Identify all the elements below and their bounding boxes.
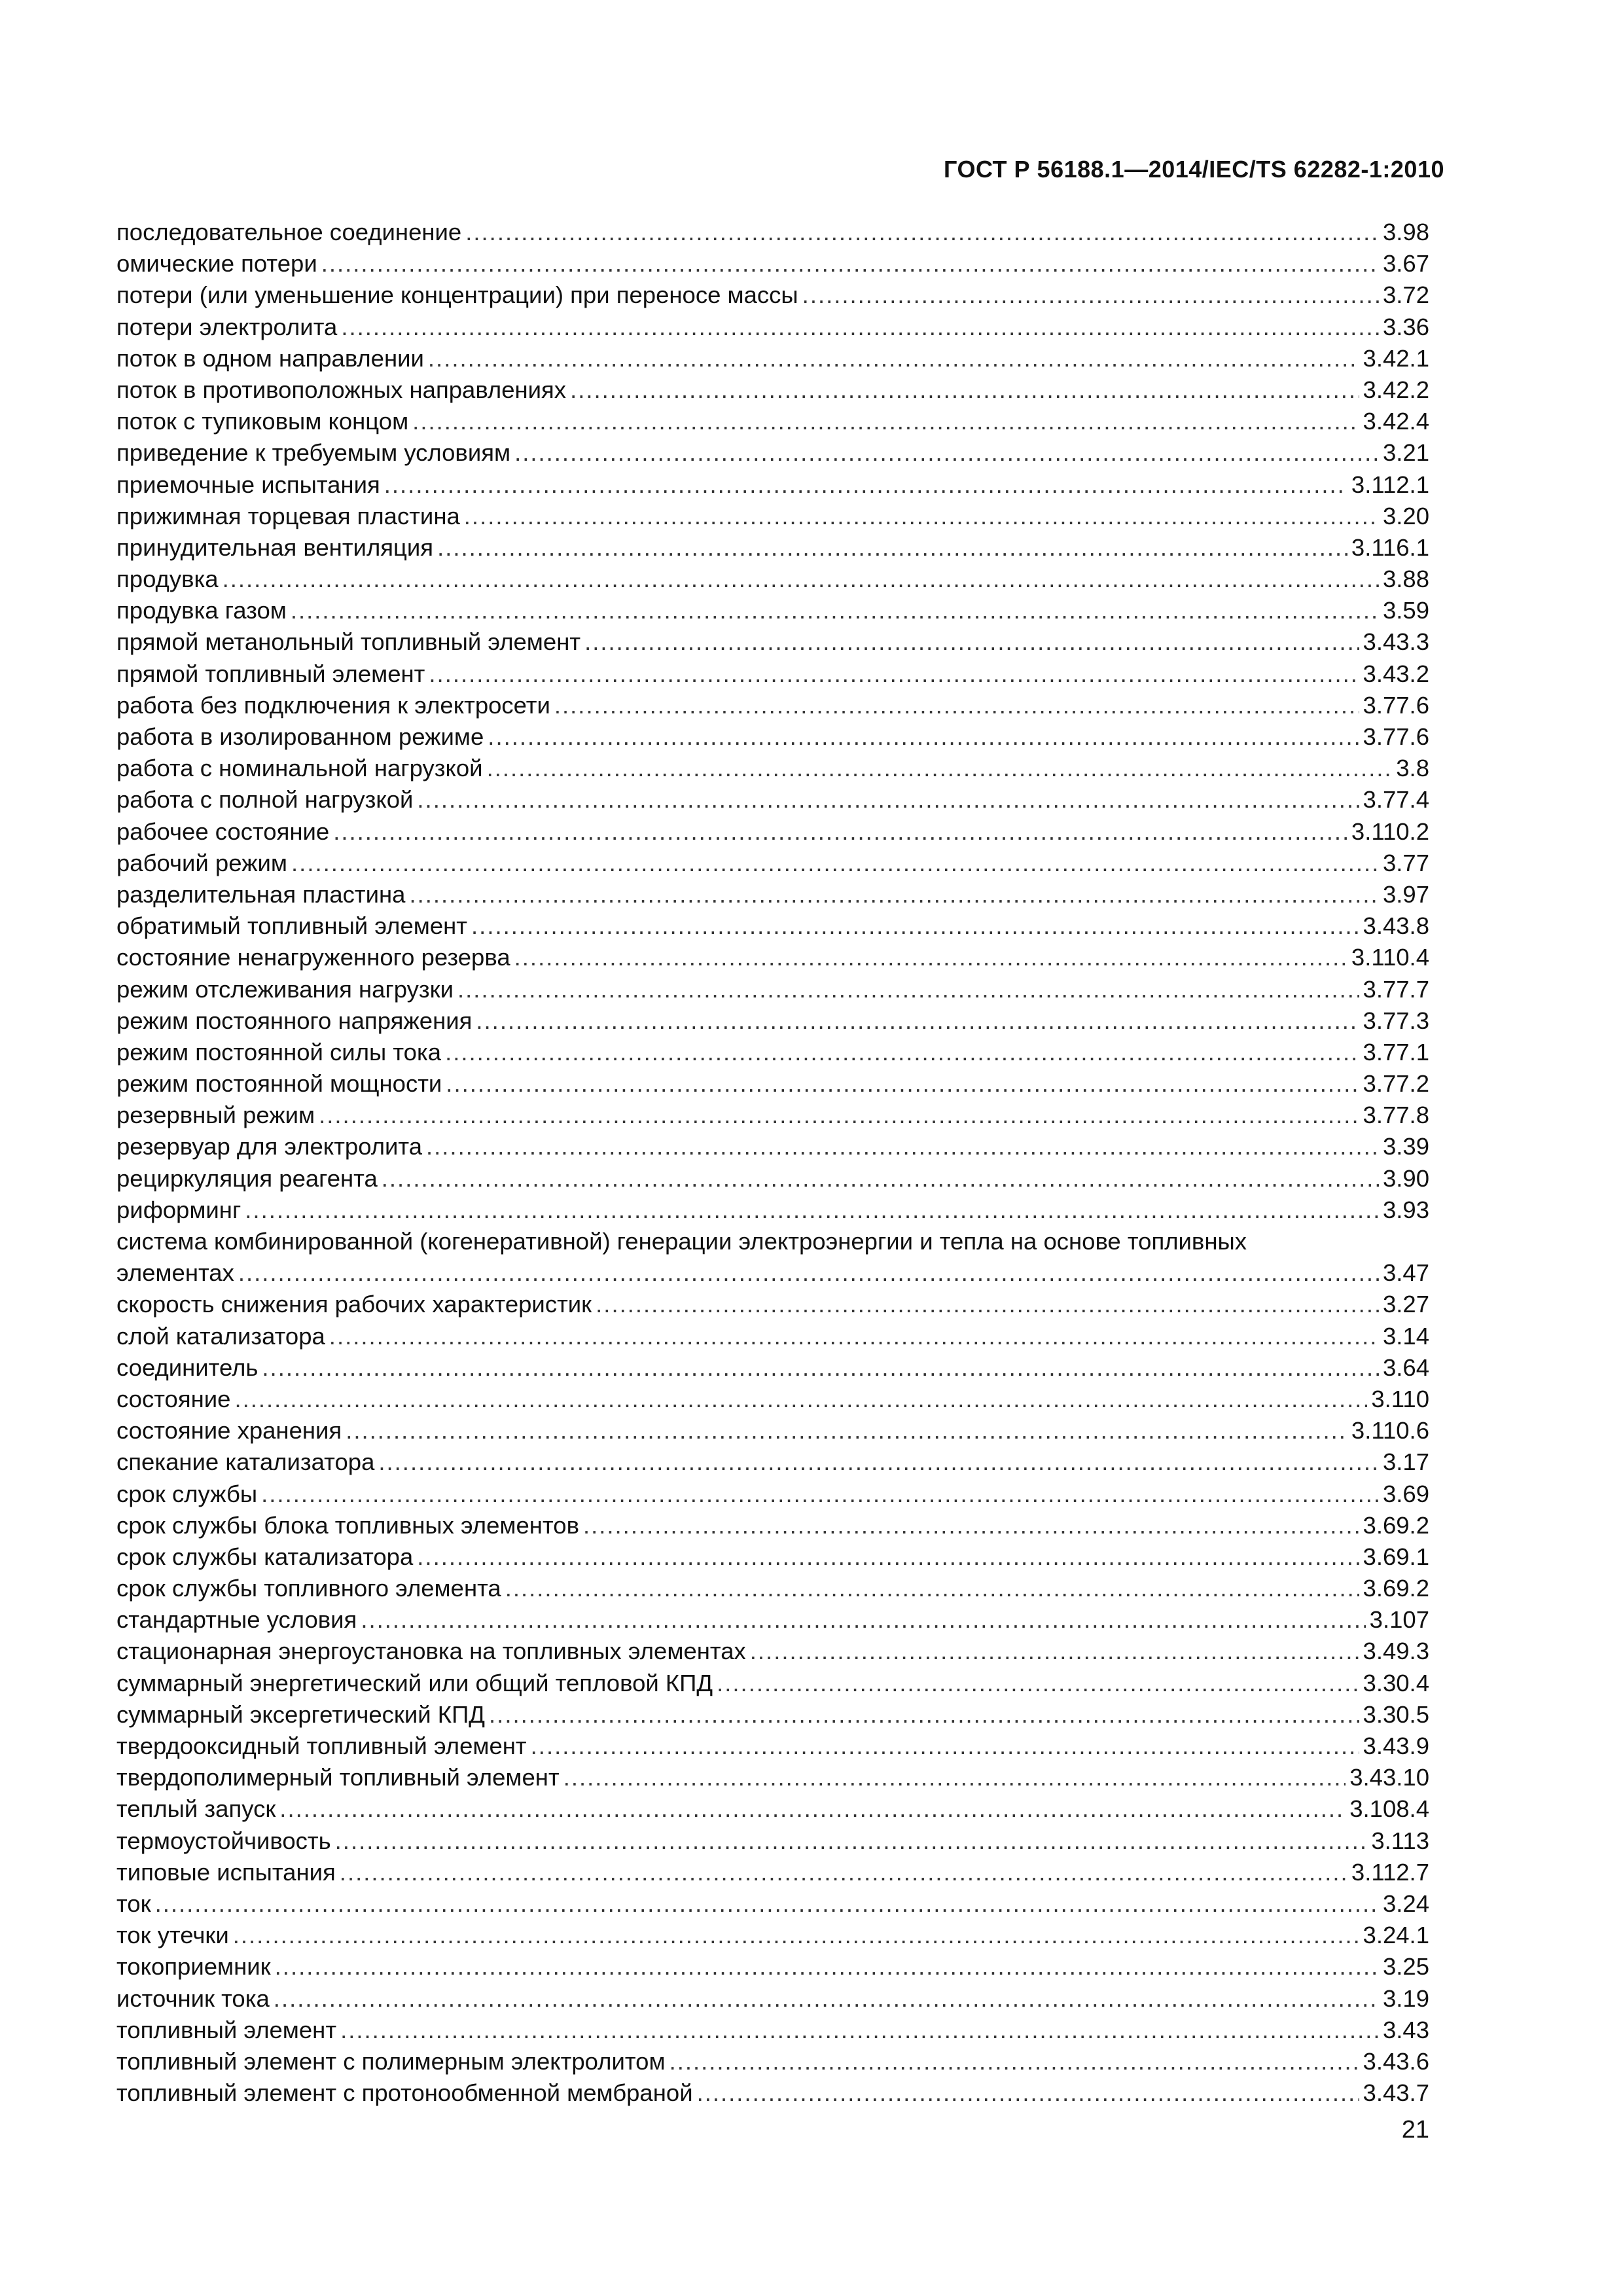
index-entry: [116, 2077, 1429, 2109]
index-entry: [116, 690, 1429, 721]
index-entry: [116, 437, 1429, 469]
index-reference: 3.64: [1382, 1354, 1429, 1381]
dot-leader: [514, 437, 1379, 469]
index-reference: 3.67: [1382, 250, 1429, 278]
index-entry: [116, 753, 1429, 784]
index-entry: [116, 1793, 1429, 1825]
index-reference: 3.43.8: [1363, 912, 1429, 940]
index-term: поток с тупиковым концом: [116, 408, 409, 435]
index-entry: [116, 248, 1429, 279]
index-entry: [116, 1100, 1429, 1131]
index-entry: [116, 942, 1429, 973]
index-term: потери электролита: [116, 313, 338, 340]
index-entry: [116, 1636, 1429, 1667]
index-reference: 3.21: [1382, 439, 1429, 467]
index-reference: 3.88: [1382, 565, 1429, 593]
index-term: поток в одном направлении: [116, 344, 424, 372]
index-term: ток утечки: [116, 1922, 229, 1949]
index-reference: 3.110.6: [1351, 1417, 1429, 1444]
index-term: суммарный эксергетический КПД: [116, 1700, 486, 1728]
index-entry: [116, 469, 1429, 501]
index-entry: [116, 1699, 1429, 1731]
dot-leader: [476, 1005, 1359, 1037]
index-term: срок службы блока топливных элементов: [116, 1511, 579, 1539]
index-entry: [116, 343, 1429, 374]
index-entry: [116, 595, 1429, 626]
index-entry: [116, 1510, 1429, 1541]
dot-leader: [429, 658, 1359, 690]
index-entry: [116, 1352, 1429, 1384]
index-reference: 3.43: [1382, 2016, 1429, 2043]
dot-leader: [233, 1920, 1359, 1951]
dot-leader: [245, 1194, 1379, 1226]
dot-leader: [446, 1068, 1359, 1100]
dot-leader: [321, 248, 1379, 279]
index-term: стационарная энергоустановка на топливных элементах: [116, 1638, 746, 1665]
index-reference: 3.77.1: [1363, 1038, 1429, 1066]
index-term: теплый запуск: [116, 1795, 276, 1823]
index-entry: [116, 1983, 1429, 2015]
index-reference: 3.77.2: [1363, 1070, 1429, 1098]
index-term: приемочные испытания: [116, 471, 380, 498]
index-entry: [116, 1226, 1429, 1289]
index-reference: 3.90: [1382, 1164, 1429, 1192]
dot-leader: [531, 1731, 1359, 1762]
index-entry: [116, 1194, 1429, 1226]
index-entry: [116, 816, 1429, 848]
index-entry: [116, 406, 1429, 437]
index-entry: [116, 1825, 1429, 1857]
index-term: работа в изолированном режиме: [116, 723, 484, 750]
index-term: топливный элемент: [116, 2016, 337, 2043]
index-entry: [116, 217, 1429, 248]
dot-leader: [669, 2046, 1359, 2077]
index-reference: 3.43.9: [1363, 1732, 1429, 1759]
index-term-continuation: элементах: [116, 1259, 234, 1287]
index-term: резервуар для электролита: [116, 1133, 422, 1160]
index-reference: 3.77.6: [1363, 723, 1429, 750]
index-reference: 3.77.4: [1363, 786, 1429, 814]
index-reference: 3.112.7: [1351, 1858, 1429, 1886]
dot-leader: [262, 1352, 1379, 1384]
index-reference: 3.59: [1382, 597, 1429, 624]
index-term: работа без подключения к электросети: [116, 691, 550, 719]
index-term: режим отслеживания нагрузки: [116, 975, 454, 1003]
index-reference: 3.110.4: [1351, 944, 1429, 971]
index-term: срок службы: [116, 1480, 258, 1507]
index-term: режим постоянной силы тока: [116, 1038, 442, 1066]
index-term: разделительная пластина: [116, 880, 406, 908]
index-term: термоустойчивость: [116, 1827, 331, 1854]
index-term: режим постоянной мощности: [116, 1070, 442, 1098]
index-entry: [116, 879, 1429, 910]
document-header: ГОСТ Р 56188.1—2014/IEC/TS 62282-1:2010: [944, 156, 1444, 183]
index-reference: 3.110.2: [1351, 817, 1429, 845]
dot-leader: [335, 1825, 1368, 1857]
index-term: прижимная торцевая пластина: [116, 502, 460, 529]
index-entry: [116, 2046, 1429, 2077]
index-entry: [116, 532, 1429, 564]
index-term: прямой топливный элемент: [116, 660, 425, 687]
dot-leader: [333, 816, 1347, 848]
index-entry: [116, 1068, 1429, 1100]
index-entry: [116, 1321, 1429, 1352]
index-entry: [116, 1384, 1429, 1415]
index-reference: 3.24.1: [1363, 1922, 1429, 1949]
dot-leader: [361, 1604, 1365, 1636]
index-reference: 3.42.2: [1363, 376, 1429, 403]
index-term: типовые испытания: [116, 1858, 336, 1886]
dot-leader: [346, 1415, 1347, 1446]
dot-leader: [291, 595, 1379, 626]
dot-leader: [279, 1793, 1346, 1825]
dot-leader: [409, 879, 1379, 910]
index-reference: 3.110: [1371, 1385, 1429, 1412]
index-entry: [116, 1731, 1429, 1762]
index-term: стандартные условия: [116, 1606, 357, 1634]
dot-leader: [223, 564, 1379, 595]
index-entry: [116, 1415, 1429, 1446]
index-entry: [116, 1446, 1429, 1478]
index-reference: 3.72: [1382, 281, 1429, 309]
index-reference: 3.108.4: [1349, 1795, 1429, 1823]
dot-leader: [417, 1541, 1359, 1573]
dot-leader: [445, 1037, 1359, 1068]
dot-leader: [234, 1384, 1367, 1415]
index-entry: [116, 564, 1429, 595]
index-entry: [116, 910, 1429, 942]
dot-leader: [238, 1257, 1379, 1289]
index-reference: 3.77.8: [1363, 1102, 1429, 1129]
index-reference: 3.20: [1382, 502, 1429, 529]
index-term: суммарный энергетический или общий тепловой КПД: [116, 1669, 713, 1696]
index-term: слой катализатора: [116, 1322, 325, 1350]
dot-leader: [489, 1699, 1359, 1731]
index-entry: [116, 1289, 1429, 1320]
index-reference: 3.77: [1382, 849, 1429, 876]
index-reference: 3.30.4: [1363, 1669, 1429, 1696]
index-reference: 3.43.6: [1363, 2047, 1429, 2075]
index-reference: 3.49.3: [1363, 1638, 1429, 1665]
index-term: прямой метанольный топливный элемент: [116, 628, 581, 656]
index-reference: 3.17: [1382, 1448, 1429, 1476]
index-term: ток: [116, 1890, 151, 1917]
index-entry: [116, 1005, 1429, 1037]
index-entry: [116, 1163, 1429, 1194]
dot-leader: [384, 469, 1347, 501]
index-term: обратимый топливный элемент: [116, 912, 468, 940]
index-entry: [116, 658, 1429, 690]
index-term: твердооксидный топливный элемент: [116, 1732, 527, 1759]
index-term: система комбинированной (когенеративной) генерации электроэнергии и тепла на основе топливных: [116, 1228, 1247, 1255]
index-term: срок службы топливного элемента: [116, 1575, 501, 1602]
index-term: рециркуляция реагента: [116, 1164, 378, 1192]
index-entry: [116, 1037, 1429, 1068]
index-term: приведение к требуемым условиям: [116, 439, 511, 467]
index-entry: [116, 501, 1429, 532]
index-reference: 3.27: [1382, 1291, 1429, 1318]
index-term: омические потери: [116, 250, 317, 278]
index-entry: [116, 1762, 1429, 1793]
dot-leader: [457, 974, 1359, 1005]
dot-leader: [426, 1131, 1379, 1162]
index-entry: [116, 1920, 1429, 1951]
index-term: скорость снижения рабочих характеристик: [116, 1291, 592, 1318]
index-term: токоприемник: [116, 1953, 271, 1981]
page-number: 21: [1401, 2116, 1429, 2144]
index-term: поток в противоположных направлениях: [116, 376, 567, 403]
index-term: продувка: [116, 565, 219, 593]
index-reference: 3.43.7: [1363, 2079, 1429, 2107]
dot-leader: [505, 1573, 1359, 1604]
index-term: принудительная вентиляция: [116, 533, 434, 561]
index-term: продувка газом: [116, 597, 287, 624]
dot-leader: [465, 217, 1379, 248]
index-entry: [116, 784, 1429, 816]
index-entry: [116, 1857, 1429, 1888]
index-term: твердополимерный топливный элемент: [116, 1764, 560, 1791]
dot-leader: [291, 848, 1379, 879]
index-entry: [116, 1888, 1429, 1920]
index-entry: [116, 626, 1429, 658]
index-reference: 3.42.4: [1363, 408, 1429, 435]
index-term: срок службы катализатора: [116, 1543, 414, 1570]
dot-leader: [596, 1289, 1379, 1320]
index-reference: 3.93: [1382, 1196, 1429, 1223]
dot-leader: [417, 784, 1359, 816]
index-reference: 3.14: [1382, 1322, 1429, 1350]
dot-leader: [378, 1446, 1379, 1478]
dot-leader: [584, 626, 1359, 658]
index-entry: [116, 1668, 1429, 1699]
dot-leader: [570, 374, 1359, 406]
dot-leader: [488, 721, 1359, 753]
dot-leader: [319, 1100, 1359, 1131]
index-reference: 3.43.10: [1349, 1764, 1429, 1791]
index-entry: [116, 279, 1429, 311]
index-reference: 3.69.2: [1363, 1511, 1429, 1539]
index-term: резервный режим: [116, 1102, 315, 1129]
index-term: топливный элемент с протонообменной мембраной: [116, 2079, 693, 2107]
index-term: топливный элемент с полимерным электролитом: [116, 2047, 666, 2075]
index-reference: 3.69: [1382, 1480, 1429, 1507]
dot-leader: [261, 1479, 1379, 1510]
index-reference: 3.36: [1382, 313, 1429, 340]
index-reference: 3.19: [1382, 1984, 1429, 2012]
index-term: работа с полной нагрузкой: [116, 786, 414, 814]
dot-leader: [382, 1163, 1379, 1194]
index-reference: 3.39: [1382, 1133, 1429, 1160]
dot-leader: [437, 532, 1347, 564]
index-reference: 3.77.6: [1363, 691, 1429, 719]
index-reference: 3.25: [1382, 1953, 1429, 1981]
dot-leader: [583, 1510, 1359, 1541]
dot-leader: [340, 1857, 1347, 1888]
index-term: спекание катализатора: [116, 1448, 375, 1476]
dot-leader: [412, 406, 1359, 437]
index-reference: 3.113: [1371, 1827, 1429, 1854]
dot-leader: [697, 2077, 1359, 2109]
alphabetical-index: [116, 217, 1429, 2109]
dot-leader: [802, 279, 1379, 311]
dot-leader: [155, 1888, 1379, 1920]
dot-leader: [717, 1668, 1359, 1699]
index-reference: 3.77.7: [1363, 975, 1429, 1003]
dot-leader: [471, 910, 1359, 942]
index-term: соединитель: [116, 1354, 259, 1381]
index-entry: [116, 2015, 1429, 2046]
index-reference: 3.77.3: [1363, 1007, 1429, 1034]
dot-leader: [274, 1983, 1379, 2015]
index-entry: [116, 1573, 1429, 1604]
index-term-continuation-line: [116, 1257, 1429, 1289]
index-reference: 3.47: [1382, 1259, 1429, 1287]
index-reference: 3.43.2: [1363, 660, 1429, 687]
index-entry: [116, 848, 1429, 879]
dot-leader: [275, 1951, 1379, 1982]
index-reference: 3.98: [1382, 219, 1429, 245]
index-term: последовательное соединение: [116, 219, 462, 245]
index-entry: [116, 1479, 1429, 1510]
index-reference: 3.69.2: [1363, 1575, 1429, 1602]
index-term: работа с номинальной нагрузкой: [116, 755, 483, 782]
dot-leader: [329, 1321, 1379, 1352]
index-reference: 3.42.1: [1363, 344, 1429, 372]
index-term: состояние ненагруженного резерва: [116, 944, 510, 971]
dot-leader: [428, 343, 1359, 374]
index-reference: 3.43.3: [1363, 628, 1429, 656]
index-reference: 3.97: [1382, 880, 1429, 908]
index-entry: [116, 1131, 1429, 1162]
index-reference: 3.30.5: [1363, 1700, 1429, 1728]
dot-leader: [514, 942, 1347, 973]
index-term: рабочее состояние: [116, 817, 330, 845]
index-entry: [116, 374, 1429, 406]
index-term: риформинг: [116, 1196, 241, 1223]
dot-leader: [563, 1762, 1346, 1793]
index-reference: 3.112.1: [1351, 471, 1429, 498]
index-term: источник тока: [116, 1984, 270, 2012]
index-reference: 3.107: [1369, 1606, 1429, 1634]
index-reference: 3.24: [1382, 1890, 1429, 1917]
index-term: рабочий режим: [116, 849, 288, 876]
dot-leader: [340, 2015, 1379, 2046]
index-entry: [116, 1604, 1429, 1636]
index-entry: [116, 721, 1429, 753]
index-reference: 3.69.1: [1363, 1543, 1429, 1570]
index-entry: [116, 974, 1429, 1005]
dot-leader: [554, 690, 1359, 721]
index-term: состояние: [116, 1385, 231, 1412]
index-reference: 3.8: [1396, 755, 1429, 782]
index-entry: [116, 1541, 1429, 1573]
dot-leader: [487, 753, 1393, 784]
index-reference: 3.116.1: [1351, 533, 1429, 561]
index-term: режим постоянного напряжения: [116, 1007, 473, 1034]
dot-leader: [341, 312, 1379, 343]
index-term: состояние хранения: [116, 1417, 342, 1444]
dot-leader: [464, 501, 1379, 532]
index-entry: [116, 1951, 1429, 1982]
dot-leader: [750, 1636, 1359, 1667]
index-term: потери (или уменьшение концентрации) при переносе массы: [116, 281, 798, 309]
index-entry: [116, 312, 1429, 343]
